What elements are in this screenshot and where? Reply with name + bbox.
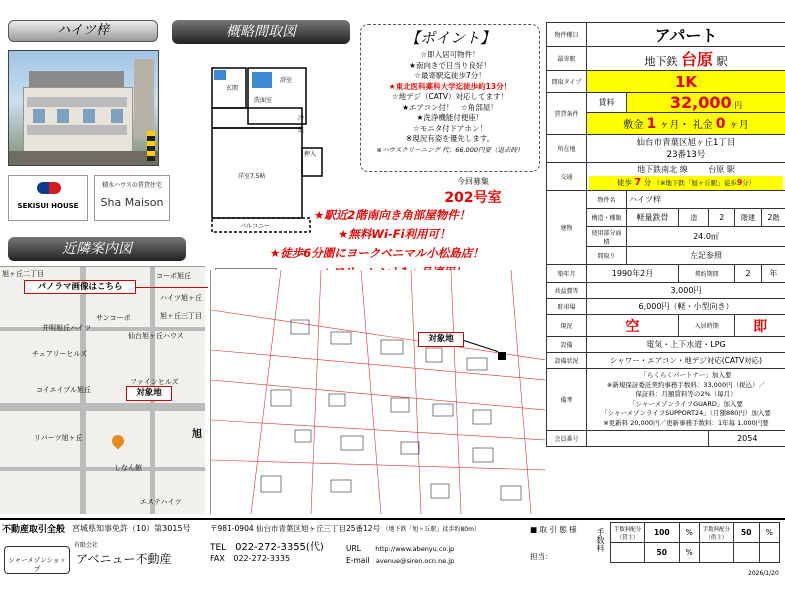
spec-floors-label: 造 bbox=[678, 209, 709, 227]
map-label: 仙台旭ヶ丘ハウス bbox=[128, 332, 184, 340]
neighborhood-title: 近隣案内図 bbox=[8, 237, 186, 261]
member-label: 有限会社 bbox=[74, 542, 99, 549]
spec-common: 3,000円 bbox=[587, 283, 785, 299]
map-label: コイエイブル旭丘 bbox=[36, 386, 92, 394]
spec-key-unit: ヶ月 bbox=[728, 119, 749, 131]
spec-address-label: 所在地 bbox=[547, 135, 587, 163]
url-link[interactable]: http://www.abenyu.co.jp bbox=[375, 545, 455, 553]
url-row bbox=[346, 544, 454, 553]
note-line: 「らくらくパートナー」加入要 bbox=[640, 371, 732, 379]
spec-parking: 6,000円（軽・小型向き） bbox=[587, 299, 785, 315]
spec-traffic-label: 交通 bbox=[547, 163, 587, 191]
address-note: （地下鉄「旭ヶ丘駅」徒歩約80m） bbox=[382, 526, 480, 533]
date: 2026/1/20 bbox=[748, 570, 779, 577]
map-label: ファインヒルズ bbox=[130, 378, 179, 386]
fee-pct: % bbox=[759, 523, 779, 543]
panorama-link[interactable]: パノラマ画像はこちら bbox=[24, 280, 136, 294]
building-photo bbox=[8, 50, 159, 166]
spec-status1: 空 bbox=[587, 315, 679, 337]
email-label: E-mail bbox=[346, 556, 370, 565]
highlight-item: ★徒歩6分圏にヨークベニマル小松島店！ bbox=[270, 246, 484, 260]
target-pin-icon bbox=[110, 433, 127, 450]
spec-type: アパート bbox=[587, 23, 785, 47]
spec-station: 台原 bbox=[680, 50, 713, 69]
address-text: 〒981-0904 仙台市青葉区旭ヶ丘三丁目25番12号 bbox=[210, 524, 381, 533]
map-label: コーポ旭丘 bbox=[156, 272, 191, 280]
spec-walk-note-min: 9 bbox=[736, 178, 743, 187]
spec-notes-label: 備考 bbox=[547, 369, 587, 431]
map-label: 旭 bbox=[192, 429, 202, 440]
floor-plan-title: 概略間取図 bbox=[172, 20, 350, 44]
agent-title: 不動産取引全般 bbox=[2, 525, 66, 535]
sekisui-logo bbox=[8, 175, 88, 221]
map-label: ハイツ旭ヶ丘 bbox=[160, 294, 202, 302]
spec-walk-note-end: 分） bbox=[742, 179, 756, 187]
building-title: ハイツ梓 bbox=[8, 20, 158, 42]
spec-facility: 電気・上下水道・LPG bbox=[587, 337, 785, 353]
spec-station-label: 最寄駅 bbox=[547, 47, 587, 71]
campaign-label: 今回募集 bbox=[457, 177, 489, 186]
fee-val: 50 bbox=[645, 543, 680, 563]
shamaison-caption: 積水ハウスの賃貸住宅 bbox=[102, 182, 162, 189]
spec-parking-label: 駐車場 bbox=[547, 299, 587, 315]
spec-key: 0 bbox=[715, 115, 726, 132]
spec-rent: 32,000 bbox=[669, 93, 732, 112]
points-box bbox=[360, 24, 540, 172]
point-item: ★エアコン付！ ☆角部屋！ bbox=[402, 102, 498, 112]
fax-label: FAX bbox=[210, 554, 225, 563]
spec-rent-label: 賃料 bbox=[587, 93, 627, 113]
deal-box bbox=[530, 520, 588, 578]
note-line: 「シャーメゾンライフGUARD」加入要 bbox=[629, 399, 743, 408]
highlight-item: ★駅近2階南向き角部屋物件！ bbox=[314, 208, 471, 222]
deal-label: ■ 取 引 態 様 bbox=[530, 525, 577, 534]
spec-status-label: 現況 bbox=[547, 315, 587, 337]
point-item: ☆モニタ付ドアホン！ bbox=[413, 123, 487, 133]
campaign-rooms: 202号室 bbox=[444, 190, 502, 206]
company-name: アベニュー不動産 bbox=[76, 552, 172, 566]
spec-traffic-station: 台原 bbox=[708, 165, 725, 174]
spec-built-label: 築年月 bbox=[547, 265, 587, 283]
fee-col1: 手数料配分（貸主） bbox=[611, 523, 645, 543]
fp-label-fridge: 冷 bbox=[298, 115, 305, 122]
fee-col2: 手数料配分（借主） bbox=[699, 523, 733, 543]
spec-layout2-label: 間取り bbox=[587, 247, 627, 265]
email-row bbox=[346, 556, 454, 565]
fp-label-room: 洋室7.5帖 bbox=[238, 173, 266, 180]
highlight-item: ★無料Wi-Fi利用可！ bbox=[338, 227, 451, 241]
spec-walk-min: 7 bbox=[634, 177, 642, 188]
spec-floor: 2 bbox=[767, 212, 773, 222]
point-item: ★東北医科薬科大学迄徒歩約13分！ bbox=[388, 81, 512, 91]
spec-deposit-unit: ヶ月 bbox=[659, 119, 680, 131]
map-label: 旭ヶ丘三丁目 bbox=[160, 312, 202, 320]
spec-layout: 1K bbox=[587, 71, 785, 93]
spec-equipment-label: 設備状況 bbox=[547, 353, 587, 369]
spec-structure: 軽量鉄骨 bbox=[627, 209, 679, 227]
point-item: ★南向きで日当り良好！ bbox=[409, 60, 491, 70]
fax-row bbox=[210, 554, 290, 563]
point-item: ※現況有姿を優先します。 bbox=[405, 134, 495, 143]
map-label: 旭ヶ丘二丁目 bbox=[2, 270, 44, 278]
spec-term-label: 契約期間 bbox=[678, 265, 734, 283]
spec-structure-label: 構造・種類 bbox=[587, 209, 627, 227]
spec-layout2: 左記参照 bbox=[627, 247, 785, 265]
map-label: エステハイツ bbox=[140, 498, 182, 506]
spec-walk-unit: 分 bbox=[643, 178, 652, 187]
shamaison-text: Sha Maison bbox=[100, 196, 164, 209]
spec-moving-label: 入居時期 bbox=[678, 315, 734, 337]
fp-label-oshiire: 押入 bbox=[304, 151, 317, 158]
street-map bbox=[0, 266, 205, 514]
point-item: ☆地デジ（CATV）対応してます！ bbox=[391, 92, 509, 101]
sekisui-text: SEKISUI HOUSE bbox=[17, 202, 79, 210]
spec-floors: 2 bbox=[709, 209, 735, 227]
spec-term-unit: 年 bbox=[761, 265, 785, 283]
point-item: ※ハウスクリーニング 代：66,000円要（退去時） bbox=[376, 145, 524, 154]
spec-line: 地下鉄 bbox=[644, 55, 678, 68]
deal-person: 担当： bbox=[530, 552, 553, 561]
map-label: リバーツ旭ヶ丘 bbox=[34, 434, 83, 442]
spec-fee-label: 賃貸条件 bbox=[547, 93, 587, 135]
spec-walk-prefix: 徒歩 bbox=[616, 178, 632, 187]
points-title: 【ポイント】 bbox=[404, 29, 495, 47]
spec-deposit-label: 敷金 bbox=[623, 119, 644, 131]
spec-name-label: 物件名 bbox=[587, 191, 627, 209]
fee-table bbox=[610, 522, 780, 563]
fax-number: 022-272-3335 bbox=[233, 554, 291, 563]
spec-type-label: 物件種目 bbox=[547, 23, 587, 47]
email-link[interactable]: avenue@siren.ocn.ne.jp bbox=[375, 557, 455, 565]
target-label-street: 対象地 bbox=[126, 386, 172, 401]
note-line: 「シャーメゾンライフSUPPORT24」（月額880円）加入要 bbox=[601, 409, 771, 417]
target-label-zoom: 対象地 bbox=[418, 332, 464, 347]
spec-station-suffix: 駅 bbox=[716, 55, 728, 68]
fp-label-genkan: 玄関 bbox=[226, 85, 239, 92]
fee-pct: % bbox=[679, 543, 699, 563]
campaign-box bbox=[440, 176, 506, 206]
spec-key-label: 礼金 bbox=[692, 119, 713, 131]
tel-label: TEL bbox=[210, 543, 227, 553]
spec-building-label: 建物 bbox=[547, 191, 587, 265]
spec-table: 物件種目 アパート 最寄駅 地下鉄 台原 駅 間取タイプ 1K 賃貸条件 賃料 32,000 円 敷金 1 ヶ月・ 礼金 0 ヶ月 所在地 仙台市青葉区旭ヶ丘1丁目 23番13号 交通 地下鉄南北 線 台原 駅 徒歩 7 分 （※地下鉄「旭ヶ丘駅」徒歩9分） 建物 物件名 ハイツ梓 構造・種類 軽量鉄骨 造 2 階建 2階 使用部分面積 24.0㎡ 間取り 左記参照 築年月 1990年2月 契約期間 2 年 共益費等 3,000円 駐車場 6,000円（軽・小型向き） 現況 空 入居時期 即 設備 電気・上下水道・LPG 設備状況 シャワー・エアコン・地デジ対応(CATV対応) 備考 「らくらくパートナー」加入要 ※新規保証委託契約事務手数料：33,000円（税込）／ 保証料：月額賃料等の2%（毎月） 「シャーメゾンライフGUARD」加入要 「シャーメゾンライフSUPPORT24」（月額880円）加入要 ※更新料 20,000円／更新事務手数料：1年毎 1,000円要 会員番号 2054 bbox=[546, 22, 785, 447]
note-line: ※更新料 20,000円／更新事務手数料：1年毎 1,000円要 bbox=[603, 418, 769, 427]
fp-label-bath: 浴室 bbox=[280, 77, 293, 84]
spec-deposit: 1 bbox=[646, 115, 657, 132]
spec-floor-label: 階建 bbox=[735, 209, 762, 227]
spec-address1: 仙台市青葉区旭ヶ丘1丁目 bbox=[636, 137, 736, 148]
spec-number-label: 会員番号 bbox=[547, 431, 587, 447]
tel-row bbox=[210, 538, 324, 553]
spec-facility-label: 設備 bbox=[547, 337, 587, 353]
map-label: 井明旭丘ハイツ bbox=[42, 324, 91, 332]
spec-term: 2 bbox=[735, 265, 762, 283]
map-label: チュアリーヒルズ bbox=[32, 350, 88, 358]
spec-walk-note: （※地下鉄「旭ヶ丘駅」徒歩 bbox=[653, 179, 737, 187]
note-line: ※新規保証委託契約事務手数料：33,000円（税込）／ bbox=[606, 380, 766, 389]
shop-badge bbox=[4, 546, 70, 574]
spec-status2: 即 bbox=[735, 315, 785, 337]
spec-traffic-line-suffix: 線 bbox=[679, 165, 688, 174]
spec-area-label: 使用部分面積 bbox=[587, 227, 627, 247]
license: 宮城県知事免許（10）第3015号 bbox=[72, 524, 191, 533]
note-line: 保証料：月額賃料等の2%（毎月） bbox=[635, 390, 737, 398]
point-item: ☆最寄駅迄徒歩7分！ bbox=[414, 71, 486, 80]
shop-name: シャーメゾンショップ bbox=[8, 556, 66, 573]
spec-traffic-line: 地下鉄南北 bbox=[637, 165, 678, 174]
spec-address2: 23番13号 bbox=[666, 149, 706, 160]
fee-pct: % bbox=[679, 523, 699, 543]
point-item: ★洗浄機能付便座！ bbox=[416, 113, 484, 122]
map-label: サンコーポ bbox=[96, 314, 131, 322]
spec-equipment: シャワー・エアコン・地デジ対応(CATV対応) bbox=[587, 353, 785, 369]
spec-rent-unit: 円 bbox=[734, 101, 743, 110]
spec-floor-unit: 階 bbox=[772, 213, 780, 222]
footer bbox=[0, 518, 785, 578]
spec-built: 1990年2月 bbox=[587, 265, 679, 283]
fp-label-senmen: 洗面室 bbox=[254, 97, 273, 104]
map-label: しなん館 bbox=[114, 464, 142, 472]
spec-layout-label: 間取タイプ bbox=[547, 71, 587, 93]
tel-number: 022-272-3355(代) bbox=[235, 542, 324, 553]
shamaison-logo bbox=[94, 175, 170, 221]
fee-val: 100 bbox=[645, 523, 680, 543]
spec-area: 24.0㎡ bbox=[627, 227, 785, 247]
company-address bbox=[210, 523, 480, 534]
spec-name: ハイツ梓 bbox=[627, 191, 785, 209]
fp-label-washer: 洗 bbox=[298, 127, 305, 134]
url-label: URL bbox=[346, 544, 361, 553]
zoomed-map bbox=[210, 270, 545, 514]
point-item: ☆即入居可物件！ bbox=[420, 50, 480, 59]
spec-number: 2054 bbox=[709, 431, 785, 447]
fee-val: 50 bbox=[733, 523, 759, 543]
fee-side-label: 手数料 bbox=[596, 528, 605, 552]
spec-common-label: 共益費等 bbox=[547, 283, 587, 299]
spec-traffic-station-suffix: 駅 bbox=[726, 165, 735, 174]
fp-label-balcony: バルコニー bbox=[240, 223, 271, 230]
